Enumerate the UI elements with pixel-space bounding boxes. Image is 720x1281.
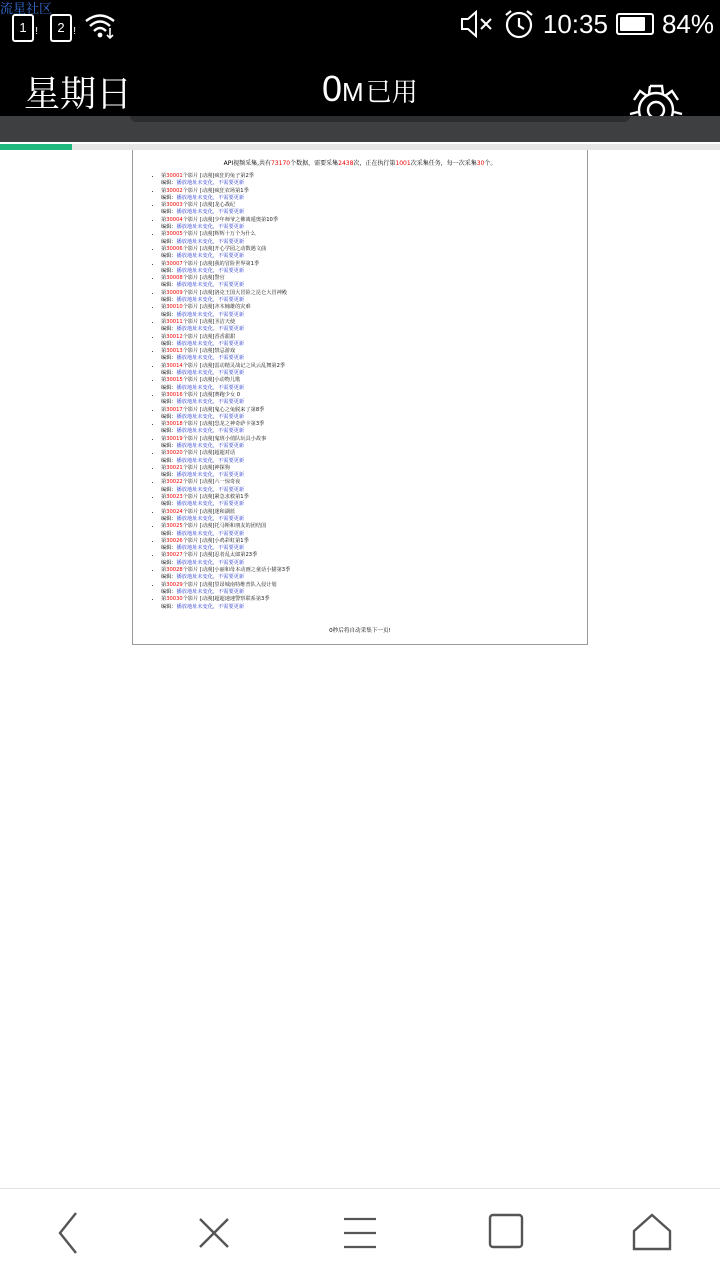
summary-current: 1001 (395, 160, 411, 167)
item-number: 30017 (166, 406, 183, 413)
summary-total: 73170 (271, 160, 291, 167)
menu-button[interactable] (332, 1207, 388, 1263)
list-item (161, 567, 587, 582)
edit-label: 编辑： (161, 238, 177, 245)
item-type: 个影片 [动漫] (182, 348, 215, 355)
edit-label: 编辑： (161, 545, 177, 552)
list-item (161, 188, 587, 203)
edit-status: 播放地址未变化，不需要更新 (176, 399, 245, 406)
item-type: 个影片 [动漫] (182, 450, 215, 457)
close-icon (186, 1207, 242, 1263)
edit-status: 播放地址未变化，不需要更新 (176, 472, 245, 479)
item-prefix: 第 (161, 567, 167, 574)
item-type: 个影片 [动漫] (182, 245, 215, 252)
list-item (161, 538, 587, 553)
list-item (161, 363, 587, 378)
item-number: 30023 (166, 494, 183, 501)
item-prefix: 第 (161, 596, 167, 603)
watermark-text: 流星社区 (0, 2, 53, 17)
wifi-icon (84, 12, 116, 40)
list-item (161, 436, 587, 451)
item-type: 个影片 [动漫] (182, 494, 215, 501)
item-type: 个影片 [动漫] (182, 202, 215, 209)
edit-label: 编辑： (161, 267, 177, 274)
back-icon (40, 1207, 96, 1263)
item-prefix: 第 (161, 216, 167, 223)
item-prefix: 第 (161, 333, 167, 340)
item-prefix: 第 (161, 245, 167, 252)
summary-mid2: 次，正在执行第 (353, 160, 396, 167)
item-prefix: 第 (161, 581, 167, 588)
web-page (132, 150, 588, 645)
list-item (161, 261, 587, 276)
item-title: 超超速速警察联系第3季 (214, 596, 270, 603)
item-number: 30021 (166, 464, 183, 471)
edit-status: 播放地址未变化，不需要更新 (176, 515, 245, 522)
edit-label: 编辑： (161, 384, 177, 391)
item-type: 个影片 [动漫] (182, 552, 215, 559)
summary-mid3: 次采集任务，每一次采集 (410, 160, 477, 167)
app-header (0, 52, 720, 116)
item-type: 个影片 [动漫] (182, 567, 215, 574)
item-prefix: 第 (161, 173, 167, 179)
mute-icon (459, 9, 495, 39)
item-prefix: 第 (161, 508, 167, 515)
edit-label: 编辑： (161, 574, 177, 581)
summary-suffix: 个。 (484, 160, 497, 167)
edit-label: 编辑： (161, 399, 177, 406)
edit-status: 播放地址未变化，不需要更新 (176, 442, 245, 449)
edit-status: 播放地址未变化，不需要更新 (176, 457, 245, 464)
item-prefix: 第 (161, 260, 167, 267)
item-prefix: 第 (161, 406, 167, 413)
item-prefix: 第 (161, 435, 167, 442)
item-title: 里昂城南特维普队入侵计划 (214, 581, 277, 588)
status-bar (0, 0, 720, 52)
item-number: 30009 (166, 289, 183, 296)
list-item (161, 596, 587, 611)
back-button[interactable] (40, 1207, 96, 1263)
edit-label: 编辑： (161, 370, 177, 377)
summary-mid1: 个数据，需要采集 (290, 160, 339, 167)
status-right (459, 8, 714, 40)
item-title: 恐龙之神奇萨卡第3季 (214, 421, 265, 428)
item-number: 30030 (166, 596, 183, 603)
edit-status: 播放地址未变化，不需要更新 (176, 574, 245, 581)
edit-label: 编辑： (161, 486, 177, 493)
edit-label: 编辑： (161, 603, 177, 610)
item-title: 洛克王国大冒险之昆仑大冒神殿 (214, 289, 287, 296)
item-title: 小鸡彩虹第1季 (214, 537, 249, 544)
item-number: 30008 (166, 275, 183, 282)
edit-label: 编辑： (161, 515, 177, 522)
edit-label: 编辑： (161, 297, 177, 304)
edit-label: 编辑： (161, 326, 177, 333)
edit-status: 播放地址未变化，不需要更新 (176, 588, 245, 595)
battery-icon (616, 13, 654, 35)
item-number: 30015 (166, 377, 183, 384)
item-number: 30016 (166, 391, 183, 398)
edit-label: 编辑： (161, 472, 177, 479)
edit-status: 播放地址未变化，不需要更新 (176, 267, 245, 274)
item-title: 辉辉十万个为什么 (214, 231, 256, 238)
item-title: 小丽和母本动画之童话小猫第3季 (214, 567, 291, 574)
edit-status: 播放地址未变化，不需要更新 (176, 501, 245, 508)
item-number: 30014 (166, 362, 183, 369)
item-type: 个影片 [动漫] (182, 435, 215, 442)
list-item (161, 465, 587, 480)
list-item (161, 334, 587, 349)
home-button[interactable] (624, 1207, 680, 1263)
sim1-icon: 1 ! (12, 14, 34, 42)
item-title: 香香甜甜 (214, 333, 236, 340)
edit-status: 播放地址未变化，不需要更新 (176, 282, 245, 289)
list-item (161, 217, 587, 232)
edit-label: 编辑： (161, 311, 177, 318)
item-title: 赛跑少女 0 (214, 391, 241, 398)
toolbar-divider (0, 116, 720, 142)
item-number: 30010 (166, 304, 183, 311)
edit-label: 编辑： (161, 194, 177, 201)
auto-next-notice: 0秒后将自动采集下一页! (329, 628, 391, 634)
list-item (161, 552, 587, 567)
item-title: 紧急求救第1季 (214, 494, 249, 501)
item-title: 鬼心之兔脱来了第8季 (214, 406, 265, 413)
edit-status: 播放地址未变化，不需要更新 (176, 428, 245, 435)
tabs-icon (478, 1207, 534, 1263)
list-item (161, 231, 587, 246)
list-item (161, 450, 587, 465)
edit-label: 编辑： (161, 559, 177, 566)
home-icon (624, 1207, 680, 1263)
item-title: 疯狂的兔子第2季 (214, 173, 254, 179)
summary-prefix: API视频采集,共有 (223, 160, 272, 167)
list-item (161, 377, 587, 392)
edit-status: 播放地址未变化，不需要更新 (176, 545, 245, 552)
usage-label: 已用 (365, 78, 418, 108)
item-type: 个影片 [动漫] (182, 391, 215, 398)
sim1-label: 1 (19, 20, 27, 35)
collection-list (133, 173, 587, 611)
item-type: 个影片 [动漫] (182, 362, 215, 369)
item-number: 30026 (166, 537, 183, 544)
item-type: 个影片 [动漫] (182, 173, 215, 179)
item-title: 齐木楠雄的灾难 (214, 304, 251, 311)
edit-status: 播放地址未变化，不需要更新 (176, 326, 245, 333)
progress-fill (0, 144, 72, 150)
list-item (161, 582, 587, 597)
item-number: 30002 (166, 187, 183, 194)
item-number: 30018 (166, 421, 183, 428)
edit-status: 播放地址未变化，不需要更新 (176, 384, 245, 391)
list-item (161, 392, 587, 407)
item-type: 个影片 [动漫] (182, 479, 215, 486)
alarm-icon (503, 8, 535, 40)
gear-icon[interactable] (626, 80, 686, 116)
item-type: 个影片 [动漫] (182, 333, 215, 340)
edit-label: 编辑： (161, 428, 177, 435)
edit-label: 编辑： (161, 413, 177, 420)
item-title: 迷和湖蓝 (214, 508, 236, 515)
list-item (161, 304, 587, 319)
list-item (161, 348, 587, 363)
item-title: 小动物儿歌 (214, 377, 241, 384)
edit-status: 播放地址未变化，不需要更新 (176, 180, 245, 187)
list-item (161, 173, 587, 188)
item-prefix: 第 (161, 464, 167, 471)
edit-status: 播放地址未变化，不需要更新 (176, 370, 245, 377)
sim2-label: 2 (57, 20, 65, 35)
bottom-nav (0, 1188, 720, 1281)
item-prefix: 第 (161, 391, 167, 398)
edit-label: 编辑： (161, 588, 177, 595)
edit-label: 编辑： (161, 501, 177, 508)
data-usage (322, 68, 418, 110)
item-prefix: 第 (161, 421, 167, 428)
edit-label: 编辑： (161, 355, 177, 362)
item-type: 个影片 [动漫] (182, 421, 215, 428)
item-prefix: 第 (161, 348, 167, 355)
edit-status: 播放地址未变化，不需要更新 (176, 603, 245, 610)
edit-status: 播放地址未变化，不需要更新 (176, 253, 245, 260)
item-title: 禁忌游戏 (214, 348, 236, 355)
item-title: 鬼班小俏队玩具小故事 (214, 435, 267, 442)
item-prefix: 第 (161, 275, 167, 282)
item-prefix: 第 (161, 479, 167, 486)
list-item (161, 290, 587, 305)
clock-text: 10:35 (542, 8, 608, 39)
item-title: 我的冒险世界第1季 (214, 260, 260, 267)
item-number: 30028 (166, 567, 183, 574)
summary-pages: 2438 (338, 160, 354, 167)
item-type: 个影片 [动漫] (182, 508, 215, 515)
item-prefix: 第 (161, 289, 167, 296)
item-number: 30012 (166, 333, 183, 340)
item-type: 个影片 [动漫] (182, 523, 215, 530)
item-number: 30006 (166, 245, 183, 252)
item-title: 忍者乱太郎第23季 (214, 552, 258, 559)
battery-percent: 84% (661, 8, 714, 39)
edit-label: 编辑： (161, 180, 177, 187)
edit-status: 播放地址未变化，不需要更新 (176, 194, 245, 201)
item-prefix: 第 (161, 523, 167, 530)
list-item (161, 479, 587, 494)
edit-status: 播放地址未变化，不需要更新 (176, 224, 245, 231)
item-type: 个影片 [动漫] (182, 187, 215, 194)
day-label: 星期日 (24, 74, 133, 115)
item-type: 个影片 [动漫] (182, 537, 215, 544)
list-item (161, 523, 587, 538)
item-number: 30007 (166, 260, 183, 267)
edit-label: 编辑： (161, 253, 177, 260)
item-number: 30027 (166, 552, 183, 559)
item-type: 个影片 [动漫] (182, 581, 215, 588)
item-prefix: 第 (161, 231, 167, 238)
edit-status: 播放地址未变化，不需要更新 (176, 413, 245, 420)
list-item (161, 509, 587, 524)
edit-status: 播放地址未变化，不需要更新 (176, 311, 245, 318)
edit-status: 播放地址未变化，不需要更新 (176, 340, 245, 347)
item-title: 圣洁天使 (214, 318, 236, 325)
item-type: 个影片 [动漫] (182, 260, 215, 267)
edit-label: 编辑： (161, 224, 177, 231)
edit-status: 播放地址未变化，不需要更新 (176, 209, 245, 216)
item-type: 个影片 [动漫] (182, 596, 215, 603)
item-prefix: 第 (161, 552, 167, 559)
item-prefix: 第 (161, 362, 167, 369)
edit-status: 播放地址未变化，不需要更新 (176, 486, 245, 493)
list-item (161, 246, 587, 261)
item-type: 个影片 [动漫] (182, 216, 215, 223)
item-prefix: 第 (161, 494, 167, 501)
item-title: 疯狂农场第1季 (214, 187, 249, 194)
usage-value: 0 (322, 68, 343, 109)
item-prefix: 第 (161, 304, 167, 311)
item-type: 个影片 [动漫] (182, 377, 215, 384)
item-number: 30001 (166, 173, 183, 179)
item-title: 六一惊奇夜 (214, 479, 241, 486)
sim2-icon: 2 ! (50, 14, 72, 42)
list-item (161, 202, 587, 217)
item-prefix: 第 (161, 537, 167, 544)
close-button[interactable] (186, 1207, 242, 1263)
edit-status: 播放地址未变化，不需要更新 (176, 530, 245, 537)
item-number: 30020 (166, 450, 183, 457)
edit-label: 编辑： (161, 457, 177, 464)
item-title: 少年师爷之佛离遁奥第10季 (214, 216, 279, 223)
item-number: 30019 (166, 435, 183, 442)
list-item (161, 407, 587, 422)
summary-line (133, 158, 587, 167)
usage-unit: M (342, 77, 364, 107)
edit-status: 播放地址未变化，不需要更新 (176, 297, 245, 304)
edit-label: 编辑： (161, 209, 177, 216)
item-number: 30024 (166, 508, 183, 515)
item-number: 30025 (166, 523, 183, 530)
item-number: 30005 (166, 231, 183, 238)
item-prefix: 第 (161, 318, 167, 325)
list-item (161, 421, 587, 436)
edit-status: 播放地址未变化，不需要更新 (176, 238, 245, 245)
list-item (161, 275, 587, 290)
item-prefix: 第 (161, 377, 167, 384)
item-type: 个影片 [动漫] (182, 289, 215, 296)
item-type: 个影片 [动漫] (182, 275, 215, 282)
item-number: 30011 (166, 318, 183, 325)
item-title: 超超对话 (214, 450, 236, 457)
edit-label: 编辑： (161, 442, 177, 449)
menu-icon (332, 1207, 388, 1263)
item-number: 30003 (166, 202, 183, 209)
item-title: 神探狗 (214, 464, 230, 471)
item-prefix: 第 (161, 187, 167, 194)
item-title: 雷动精灵战记之风云乱舞第2季 (214, 362, 286, 369)
item-title: 托马斯和朋友的团结国 (214, 523, 267, 530)
item-number: 30013 (166, 348, 183, 355)
edit-label: 编辑： (161, 282, 177, 289)
edit-status: 播放地址未变化，不需要更新 (176, 559, 245, 566)
item-prefix: 第 (161, 450, 167, 457)
edit-status: 播放地址未变化，不需要更新 (176, 355, 245, 362)
edit-label: 编辑： (161, 530, 177, 537)
summary-per: 30 (476, 160, 485, 167)
item-type: 个影片 [动漫] (182, 318, 215, 325)
item-number: 30029 (166, 581, 183, 588)
item-title: 开心学园之动数遇文曲 (214, 245, 267, 252)
item-type: 个影片 [动漫] (182, 406, 215, 413)
item-type: 个影片 [动漫] (182, 464, 215, 471)
item-title: 警官 (214, 275, 225, 282)
toolbar-notch (130, 116, 630, 122)
item-type: 个影片 [动漫] (182, 304, 215, 311)
tabs-button[interactable] (478, 1207, 534, 1263)
list-item (161, 319, 587, 334)
edit-label: 编辑： (161, 340, 177, 347)
item-number: 30004 (166, 216, 183, 223)
item-prefix: 第 (161, 202, 167, 209)
list-item (161, 494, 587, 509)
item-title: 龙心战纪 (214, 202, 236, 209)
item-type: 个影片 [动漫] (182, 231, 215, 238)
item-number: 30022 (166, 479, 183, 486)
